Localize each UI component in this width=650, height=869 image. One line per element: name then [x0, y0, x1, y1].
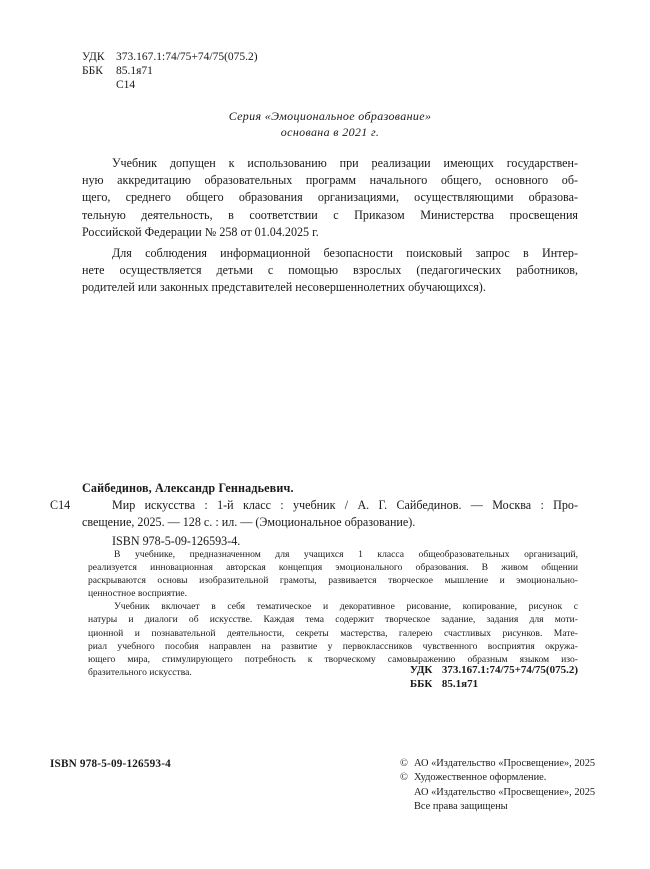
series-founded: основана в 2021 г.: [280, 125, 380, 139]
safety-note: [82, 245, 578, 297]
book-author: Сайбединов, Александр Геннадьевич.: [82, 481, 294, 495]
udk-value-bottom: 373.167.1:74/75+74/75(075.2): [441, 664, 578, 676]
safety-line: Для соблюдения информационной безопасности поисковый запрос в Интер-: [112, 246, 578, 260]
udk-value-top: 373.167.1:74/75+74/75(075.2): [116, 51, 258, 63]
annotation-line: бразительного искусства.: [88, 666, 192, 678]
udk-row-bottom: [410, 663, 578, 677]
isbn-footer: ISBN 978-5-09-126593-4: [50, 758, 171, 770]
annotation-line: ционной и познавательной деятельности, секреты мастерства, галерею счастливых рисунков. Мате-: [88, 627, 578, 639]
copyright-row: [400, 800, 595, 814]
bbk-row-top: [82, 64, 258, 78]
shelf-mark-row-top: [82, 78, 258, 92]
bbk-label-top: ББК: [82, 65, 103, 78]
bbk-value-top: 85.1я71: [116, 65, 153, 78]
copyright-block: [400, 757, 595, 815]
annotation-line: Учебник включает в себя тематическое и декоративное рисование, копирование, рисунок с: [114, 601, 578, 613]
copyright-text: Все права защищены: [414, 801, 508, 813]
annotation-paragraph-1: [88, 548, 578, 600]
approval-note: [82, 155, 578, 241]
copyright-icon: ©: [400, 772, 408, 784]
annotation-line: реализуется инновационная авторская концепция эмоционального образования. В живом общении: [88, 562, 578, 574]
approval-line: тельную деятельность, в соответствии с Приказом Министерства просвещения: [82, 207, 578, 222]
approval-line: щего, среднего общего образования организациями, осуществляющими образова-: [82, 190, 578, 205]
annotation-line: ющего мира, стимулирующего потребность к творческому самовыражению образным языком изо-: [88, 653, 578, 665]
copyright-row: [400, 757, 595, 771]
safety-line: нете осуществляется детьми с помощью взрослых (педагогических работников,: [82, 263, 578, 278]
series-statement: [82, 108, 578, 140]
udk-label-top: УДК: [82, 51, 105, 63]
approval-line: ную аккредитацию образовательных программ начального общего, основного об-: [82, 173, 578, 188]
copyright-text: АО «Издательство «Просвещение», 2025: [414, 758, 596, 769]
shelf-mark-biblio: С14: [50, 498, 71, 512]
copyright-icon: ©: [400, 758, 408, 769]
annotation-line: натуры и диалоги об искусстве. Каждая тема содержит творческое задание, задания для моти-: [88, 614, 578, 626]
annotation-block: [88, 548, 578, 679]
copyright-text: Художественное оформление.: [414, 772, 547, 784]
copyright-text: АО «Издательство «Просвещение», 2025: [414, 786, 596, 798]
bibliographic-record: [82, 480, 578, 550]
annotation-line: раскрываются основы изобразительной грамоты, развивается творческое мышление и эмоционально-: [88, 575, 578, 587]
annotation-line: В учебнике, предназначенном для учащихся 1 класса общеобразовательных организаций,: [114, 549, 578, 560]
biblio-line: Мир искусства : 1-й класс : учебник / А. Г. Сайбединов. — Москва : Про-: [112, 498, 578, 513]
classification-codes-bottom: [410, 663, 578, 691]
bbk-row-bottom: [410, 677, 578, 691]
udk-row-top: [82, 50, 258, 64]
shelf-mark-top: С14: [116, 79, 136, 92]
copyright-row: [400, 786, 595, 800]
classification-codes-top: [82, 50, 258, 93]
biblio-line: свещение, 2025. — 128 с. : ил. — (Эмоциональное образование).: [82, 515, 416, 530]
bbk-value-bottom: 85.1я71: [441, 678, 479, 691]
annotation-line: риал учебного пособия направлен на развитие у первоклассников чувственного восприятия окружа-: [88, 640, 578, 652]
udk-label-bottom: УДК: [409, 664, 433, 676]
safety-line: родителей или законных представителей несовершеннолетних обучающихся).: [82, 280, 486, 295]
annotation-line: ценностное восприятие.: [88, 588, 188, 600]
bbk-label-bottom: ББК: [409, 678, 433, 691]
approval-line: Учебник допущен к использованию при реализации имеющих государствен-: [112, 156, 578, 170]
isbn-biblio: ISBN 978-5-09-126593-4.: [112, 533, 241, 548]
series-title: Серия «Эмоциональное образование»: [228, 109, 432, 123]
approval-line: Российской Федерации № 258 от 01.04.2025 г.: [82, 224, 319, 239]
copyright-row: [400, 771, 595, 785]
